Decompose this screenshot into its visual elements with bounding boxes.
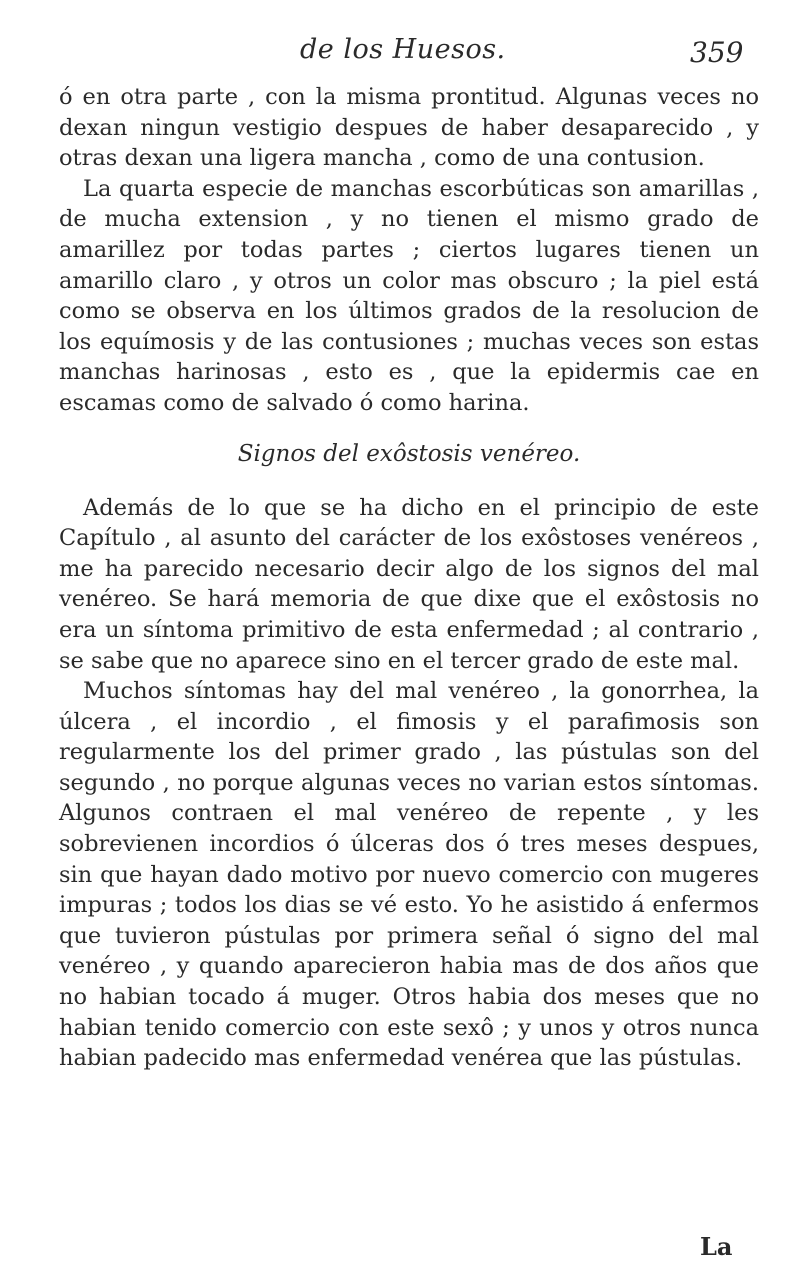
text-block	[59, 82, 759, 1074]
paragraph-continuation: ó en otra parte , con la misma prontitud. Algunas veces no dexan ningun vestigio despues de haber desaparecido , y otras dexan una ligera mancha , como de una contusion.	[59, 84, 759, 172]
page-number: 359	[690, 36, 744, 69]
catchword: La	[700, 1232, 733, 1261]
section-heading: Signos del exôstosis venéreo.	[237, 440, 581, 467]
running-title: de los Huesos.	[300, 34, 506, 65]
running-head	[0, 34, 800, 74]
paragraph-exostosis-intro: Además de lo que se ha dicho en el principio de este Capítulo , al asunto del carácter de los exôstoses venéreos , me ha parecido necesario decir algo de los signos del mal venéreo. Se hará memoria de que dixe que el exôstosis no era un síntoma primitivo de esta enfermedad ; al contrario , se sabe que no aparece sino en el tercer grado de este mal.	[59, 494, 759, 674]
paragraph-venereal-symptoms: Muchos síntomas hay del mal venéreo , la gonorrhea, la úlcera , el incordio , el fimosis y el parafimosis son regularmente los del primer grado , las pústulas son del segundo , no porque algunas veces no varian estos síntomas. Algunos contraen el mal venéreo de repente , y les sobrevienen incordios ó úlceras dos ó tres meses despues, sin que hayan dado motivo por nuevo comercio con mugeres impuras ; todos los dias se vé esto. Yo he asistido á enfermos que tuvieron pústulas por primera señal ó signo del mal venéreo , y quando aparecieron habia mas de dos años que no habian tocado á muger. Otros habia dos meses que no habian tenido comercio con este sexô ; y unos y otros nunca habian padecido mas enfermedad venérea que las pústulas.	[59, 678, 759, 1072]
paragraph-scorbutic-spots: La quarta especie de manchas escorbúticas son amarillas , de mucha extension , y no tienen el mismo grado de amarillez por todas partes ; ciertos lugares tienen un amarillo claro , y otros un color mas obscuro ; la piel está como se observa en los últimos grados de la resolucion de los equímosis y de las contusiones ; muchas veces son estas manchas harinosas , esto es , que la epidermis cae en escamas como de salvado ó como harina.	[59, 175, 759, 416]
